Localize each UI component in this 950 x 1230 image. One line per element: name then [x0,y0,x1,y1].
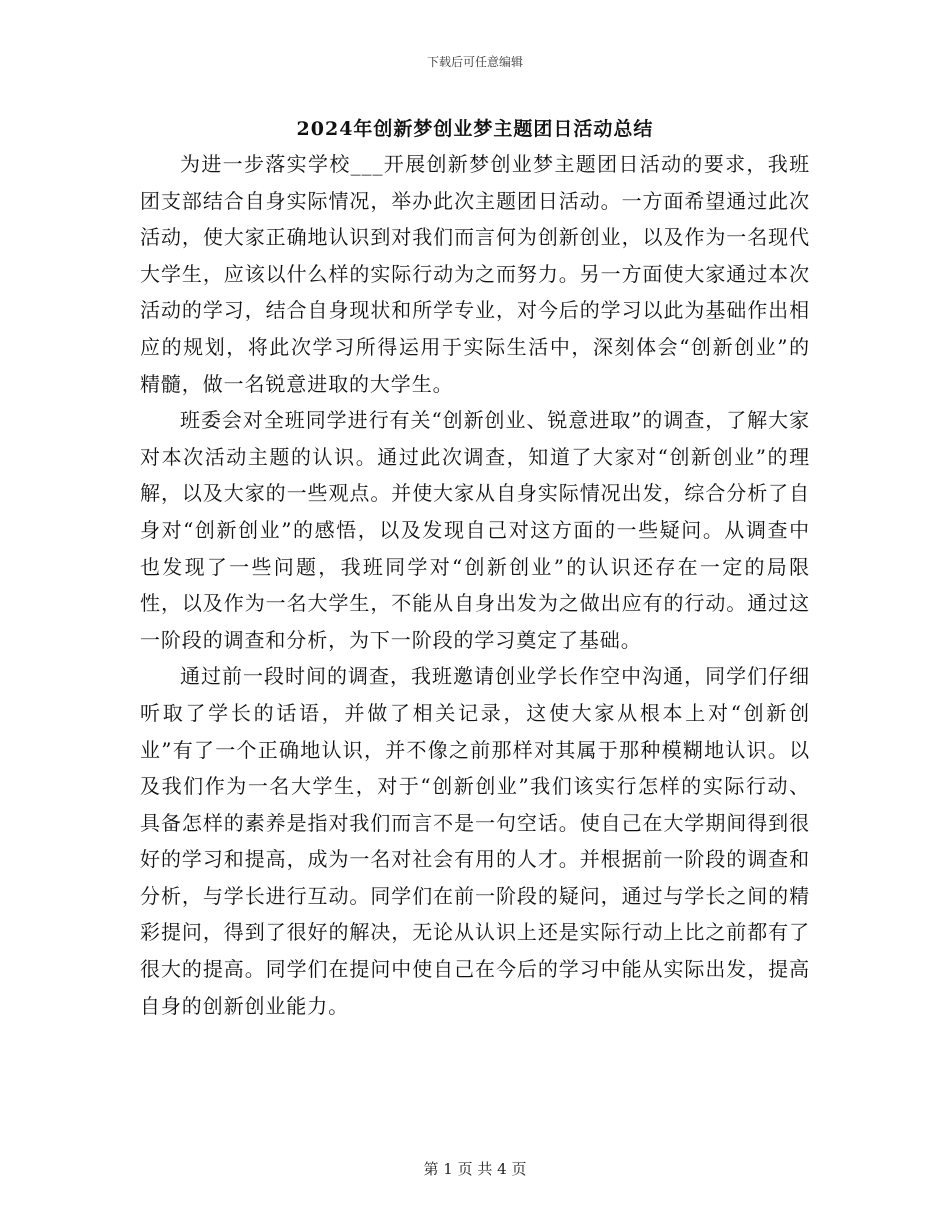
paragraph-3: 通过前一段时间的调查，我班邀请创业学长作空中沟通，同学们仔细听取了学长的话语，并做了相关记录，这使大家从根本上对“创新创业”有了一个正确地认识，并不像之前那样对其属于那种模糊地认识。以及我们作为一名大学生，对于“创新创业”我们该实行怎样的实际行动、具备怎样的素养是指对我们而言不是一句空话。使自己在大学期间得到很好的学习和提高，成为一名对社会有用的人才。并根据前一阶段的调查和分析，与学长进行互动。同学们在前一阶段的疑问，通过与学长之间的精彩提问，得到了很好的解决，无论从认识上还是实际行动上比之前都有了很大的提高。同学们在提问中使自己在今后的学习中能从实际出发，提高自身的创新创业能力。 [140,664,810,1018]
document-title: 2024年创新梦创业梦主题团日活动总结 [296,118,654,140]
paragraph-2: 班委会对全班同学进行有关“创新创业、锐意进取”的调查，了解大家对本次活动主题的认识。通过此次调查，知道了大家对“创新创业”的理解，以及大家的一些观点。并使大家从自身实际情况出发，综合分析了自身对“创新创业”的感悟，以及发现自己对这方面的一些疑问。从调查中也发现了一些问题，我班同学对“创新创业”的认识还存在一定的局限性，以及作为一名大学生，不能从自身出发为之做出应有的行动。通过这一阶段的调查和分析，为下一阶段的学习奠定了基础。 [140,408,810,652]
header-note: 下载后可任意编辑 [426,55,523,69]
paragraph-1: 为进一步落实学校___开展创新梦创业梦主题团日活动的要求，我班团支部结合自身实际情况，举办此次主题团日活动。一方面希望通过此次活动，使大家正确地认识到对我们而言何为创新创业，以及作为一名现代大学生，应该以什么样的实际行动为之而努力。另一方面使大家通过本次活动的学习，结合自身现状和所学专业，对今后的学习以此为基础作出相应的规划，将此次学习所得运用于实际生活中，深刻体会“创新创业”的精髓，做一名锐意进取的大学生。 [140,152,810,396]
page-number: 第 1 页 共 4 页 [423,1160,527,1178]
document-body [140,146,810,1024]
